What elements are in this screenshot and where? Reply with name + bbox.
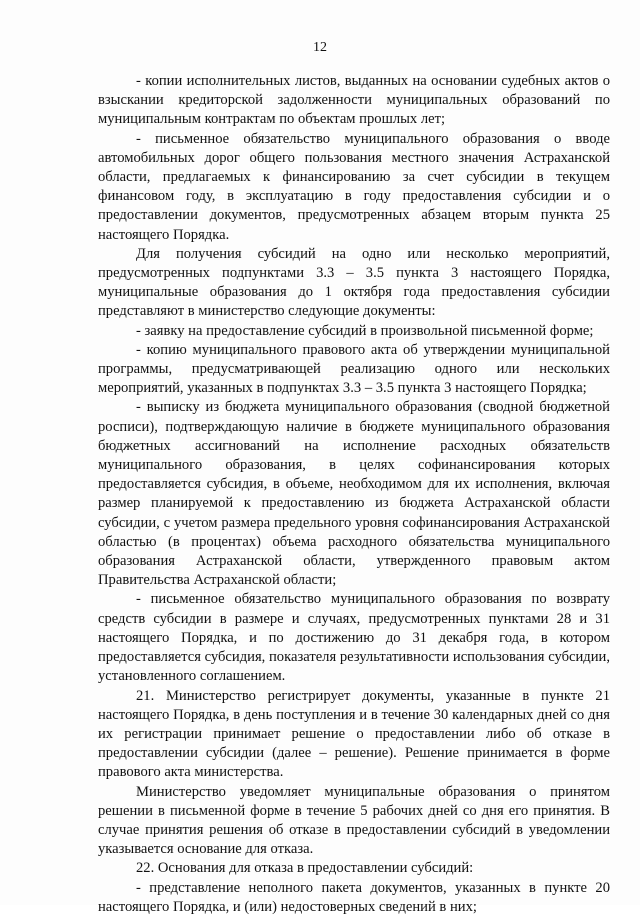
paragraph: - копию муниципального правового акта об утверждении муниципальной программы, предусматривающей реализацию одного или нескольких мероприятий, указанных в подпунктах 3.3 – 3.5 пункта 3 настоящего Порядка; <box>98 341 610 397</box>
paragraph: - представление неполного пакета документов, указанных в пункте 20 настоящего Порядка, и (или) недостоверных сведений в них; <box>98 879 610 915</box>
paragraph: - выписку из бюджета муниципального образования (сводной бюджетной росписи), подтверждающую наличие в бюджете муниципального образования бюджетных ассигнований на исполнение расходных обязательств муниципального образования, в целях софинансирования которых предоставляется субсидия, в объеме, необходимом для их исполнения, включая размер планируемой к предоставлению из бюджета Астраханской области субсидии, с учетом размера предельного уровня софинансирования Астраханской областью (в процентах) объема расходного обязательства муниципального образования Астраханской области, утвержденного правовым актом Правительства Астраханской области; <box>98 399 610 589</box>
document-body <box>98 72 610 917</box>
paragraph: - заявку на предоставление субсидий в произвольной письменной форме; <box>136 322 594 339</box>
paragraph: - копии исполнительных листов, выданных на основании судебных актов о взыскании кредиторской задолженности муниципальных образований по муниципальным контрактам по объектам прошлых лет; <box>98 73 610 128</box>
paragraph: 21. Министерство регистрирует документы, указанные в пункте 21 настоящего Порядка, в день поступления и в течение 30 календарных дней со дня их регистрации принимает решение о предоставлении либо об отказе в предоставлении субсидии (далее – решение). Решение принимается в форме правового акта министерства. <box>98 687 610 781</box>
paragraph: Министерство уведомляет муниципальные образования о принятом решении в письменной форме в течение 5 рабочих дней со дня его принятия. В случае принятия решения об отказе в предоставлении субсидий в уведомлении указывается основание для отказа. <box>98 783 610 858</box>
paragraph: Для получения субсидий на одно или несколько мероприятий, предусмотренных подпунктами 3.3 – 3.5 пункта 3 настоящего Порядка, муниципальные образования до 1 октября года предоставления субсидии представляют в министерство следующие документы: <box>98 245 610 320</box>
paragraph: 22. Основания для отказа в предоставлении субсидий: <box>136 860 474 877</box>
paragraph: - письменное обязательство муниципального образования по возврату средств субсидии в размере и случаях, предусмотренных пунктами 28 и 31 настоящего Порядка, и по достижению до 31 декабря года, в котором предоставляется субсидия, показателя результативности использования субсидии, установленного соглашением. <box>98 591 610 685</box>
page-number: 12 <box>313 40 327 55</box>
paragraph: - письменное обязательство муниципального образования о вводе автомобильных дорог общего пользования местного значения Астраханской области, предлагаемых к финансированию за счет субсидии в текущем финансовом году, в эксплуатацию в году предоставления субсидии и о предоставлении документов, предусмотренных абзацем вторым пункта 25 настоящего Порядка. <box>98 130 610 243</box>
